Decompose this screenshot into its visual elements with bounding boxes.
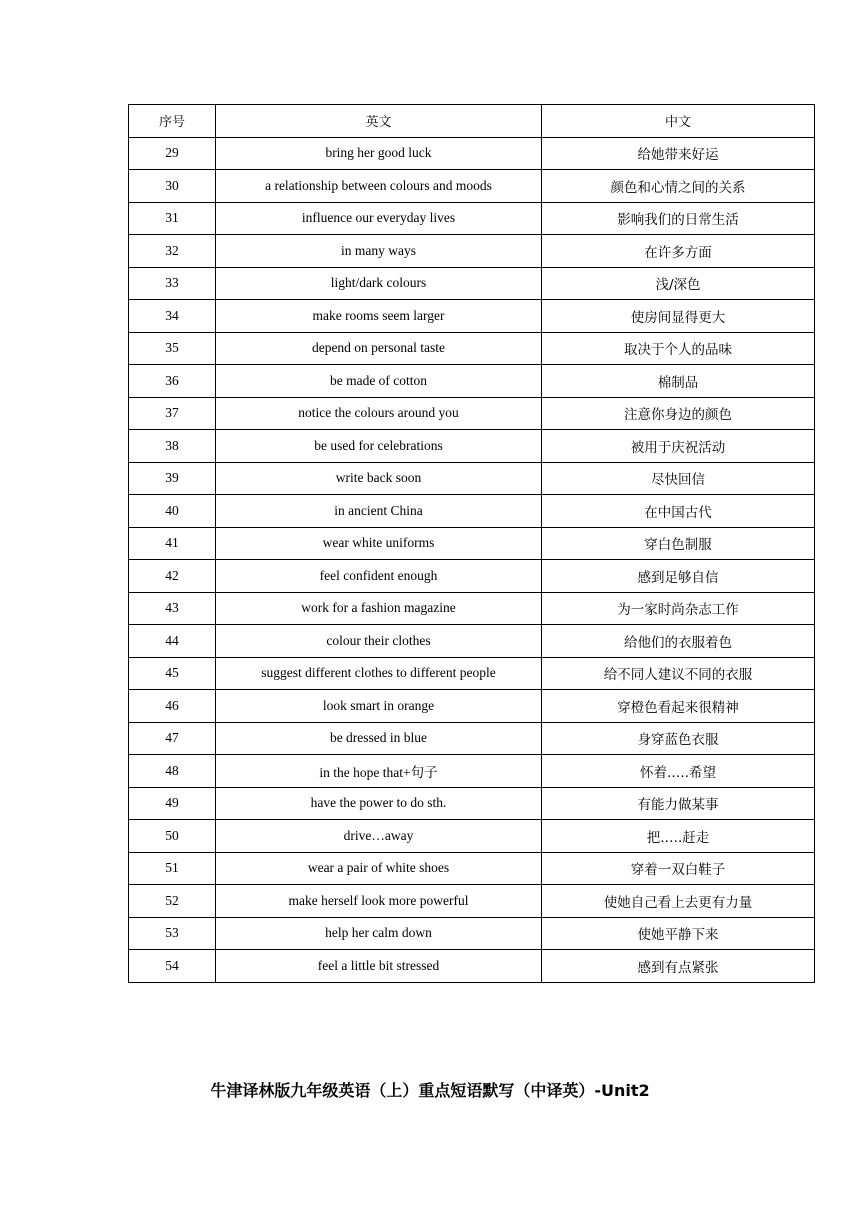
row-chinese: 颜色和心情之间的关系 [542,170,815,203]
row-number: 45 [129,657,216,690]
row-chinese: 在许多方面 [542,235,815,268]
row-english: wear a pair of white shoes [216,852,542,885]
table-row [129,365,815,398]
row-chinese: 使她平静下来 [542,917,815,950]
row-english: bring her good luck [216,137,542,170]
header-chinese: 中文 [542,105,815,138]
row-english: be used for celebrations [216,430,542,463]
row-chinese: 有能力做某事 [542,787,815,820]
row-english: colour their clothes [216,625,542,658]
row-chinese: 在中国古代 [542,495,815,528]
table-row [129,170,815,203]
table-row [129,690,815,723]
table-row [129,430,815,463]
row-chinese: 影响我们的日常生活 [542,202,815,235]
row-number: 44 [129,625,216,658]
row-number: 42 [129,560,216,593]
row-chinese: 使房间显得更大 [542,300,815,333]
row-number: 36 [129,365,216,398]
table-header-row [129,105,815,138]
header-number: 序号 [129,105,216,138]
row-chinese: 感到足够自信 [542,560,815,593]
header-english: 英文 [216,105,542,138]
row-number: 35 [129,332,216,365]
row-english: notice the colours around you [216,397,542,430]
row-number: 53 [129,917,216,950]
row-english: suggest different clothes to different people [216,657,542,690]
table-row [129,852,815,885]
row-english: look smart in orange [216,690,542,723]
table-row [129,202,815,235]
row-chinese: 浅/深色 [542,267,815,300]
table-row [129,820,815,853]
row-chinese: 被用于庆祝活动 [542,430,815,463]
row-number: 41 [129,527,216,560]
table-row [129,950,815,983]
table-row [129,657,815,690]
row-english: work for a fashion magazine [216,592,542,625]
row-english: wear white uniforms [216,527,542,560]
row-chinese: 棉制品 [542,365,815,398]
row-chinese: 尽快回信 [542,462,815,495]
row-chinese: 注意你身边的颜色 [542,397,815,430]
table-row [129,885,815,918]
table-row [129,722,815,755]
table-row [129,560,815,593]
row-english: make rooms seem larger [216,300,542,333]
row-number: 33 [129,267,216,300]
row-number: 50 [129,820,216,853]
row-number: 47 [129,722,216,755]
row-chinese: 穿橙色看起来很精神 [542,690,815,723]
row-english: have the power to do sth. [216,787,542,820]
row-number: 43 [129,592,216,625]
row-english: write back soon [216,462,542,495]
row-english: drive…away [216,820,542,853]
row-english: feel a little bit stressed [216,950,542,983]
row-number: 37 [129,397,216,430]
row-number: 38 [129,430,216,463]
table-row [129,332,815,365]
row-english: be made of cotton [216,365,542,398]
row-number: 34 [129,300,216,333]
row-english: depend on personal taste [216,332,542,365]
row-english: make herself look more powerful [216,885,542,918]
table-row [129,300,815,333]
row-number: 32 [129,235,216,268]
table-row [129,137,815,170]
phrase-table [128,104,815,983]
row-chinese: 感到有点紧张 [542,950,815,983]
table-row [129,397,815,430]
row-number: 54 [129,950,216,983]
table-row [129,592,815,625]
table-row [129,755,815,788]
row-chinese: 给她带来好运 [542,137,815,170]
row-chinese: 取决于个人的品味 [542,332,815,365]
row-english: a relationship between colours and moods [216,170,542,203]
row-english: light/dark colours [216,267,542,300]
row-number: 48 [129,755,216,788]
table-row [129,495,815,528]
row-chinese: 给他们的衣服着色 [542,625,815,658]
row-number: 30 [129,170,216,203]
row-number: 39 [129,462,216,495]
row-chinese: 把.….赶走 [542,820,815,853]
table-row [129,625,815,658]
section-title: 牛津译林版九年级英语（上）重点短语默写（中译英）-Unit2 [210,1081,650,1100]
table-row [129,235,815,268]
row-chinese: 给不同人建议不同的衣服 [542,657,815,690]
row-number: 31 [129,202,216,235]
table-body [129,137,815,982]
row-chinese: 穿白色制服 [542,527,815,560]
row-english: be dressed in blue [216,722,542,755]
row-number: 40 [129,495,216,528]
table-row [129,527,815,560]
table-row [129,267,815,300]
table-row [129,462,815,495]
row-chinese: 身穿蓝色衣服 [542,722,815,755]
row-english: in the hope that+句子 [216,755,542,788]
row-english: in ancient China [216,495,542,528]
table-row [129,787,815,820]
row-number: 46 [129,690,216,723]
row-number: 51 [129,852,216,885]
row-number: 49 [129,787,216,820]
row-english: in many ways [216,235,542,268]
row-english: feel confident enough [216,560,542,593]
row-chinese: 为一家时尚杂志工作 [542,592,815,625]
row-number: 52 [129,885,216,918]
row-english: influence our everyday lives [216,202,542,235]
row-chinese: 使她自己看上去更有力量 [542,885,815,918]
row-number: 29 [129,137,216,170]
row-chinese: 穿着一双白鞋子 [542,852,815,885]
row-english: help her calm down [216,917,542,950]
table-row [129,917,815,950]
row-chinese: 怀着.….希望 [542,755,815,788]
